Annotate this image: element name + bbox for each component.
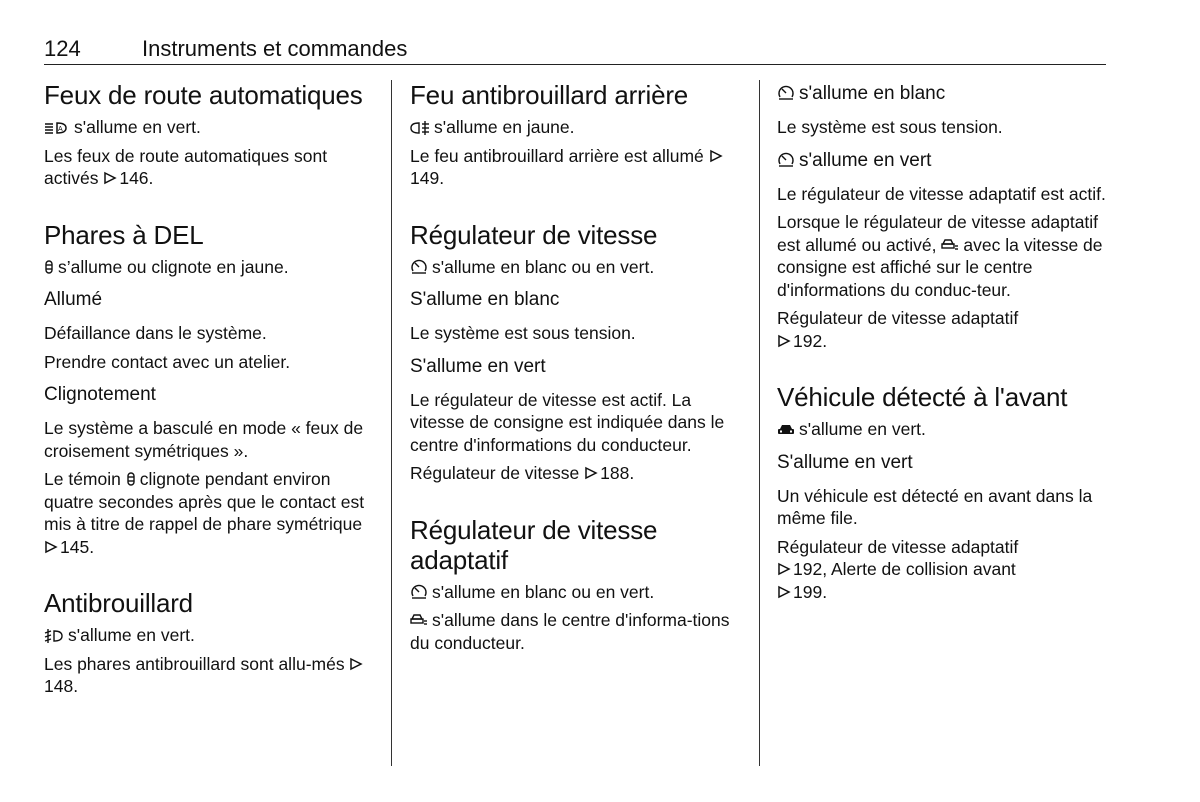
led-headlight-icon [44,259,54,275]
acc-vehicle-icon [410,612,428,628]
paragraph: Le système est sous tension. [777,117,1003,137]
section-title: Feu antibrouillard arrière [410,80,689,110]
subsection-title: s'allume en vert [777,149,1109,173]
paragraph: Le régulateur de vitesse est actif. La vitesse de consigne est indiquée dans le centre d'informations du conducteur. [410,389,725,455]
paragraph: s'allume en vert. [777,418,1109,441]
paragraph: Les feux de route automatiques sont activés 146. [44,145,328,188]
paragraph: Prendre contact avec un atelier. [44,351,291,372]
subsection-title: S'allume en blanc [410,289,560,310]
subsection-title: s'allume en blanc [777,82,1109,106]
subsection-title: Clignotement [44,384,156,405]
svg-text:A: A [58,126,63,133]
section-title: Régulateur de vitesse [410,219,658,250]
paragraph: s'allume en blanc ou en vert. [410,581,742,604]
paragraph: Défaillance dans le système. [44,323,267,343]
section-title: Phares à DEL [44,219,204,250]
page-reference-arrow-icon [349,657,363,671]
auto-high-beam-icon [44,121,70,135]
page-reference-arrow-icon [44,540,58,554]
paragraph: Régulateur de vitesse 188. [410,463,635,483]
acc-vehicle-icon [941,237,959,253]
paragraph: Régulateur de vitesse adaptatif 192. [777,308,1019,351]
section-title: Véhicule détecté à l'avant [777,382,1068,412]
paragraph: s'allume en blanc ou en vert. [410,256,742,279]
paragraph: s'allume en jaune. [410,116,742,139]
column-divider [759,80,760,766]
led-headlight-icon [126,471,136,487]
section-title: Antibrouillard [44,588,193,618]
page-reference-arrow-icon [709,149,723,163]
front-fog-light-icon [44,629,64,643]
subsection-title: Allumé [44,289,103,310]
paragraph: Le régulateur de vitesse adaptatif est actif. [777,183,1106,204]
paragraph: Le système est sous tension. [410,323,636,343]
cruise-control-icon [410,584,428,600]
paragraph: Les phares antibrouillard sont allu-més 148. [44,653,376,698]
rear-fog-light-icon [410,121,430,135]
column-3 [777,80,1109,603]
cruise-control-icon [410,259,428,275]
page-reference-arrow-icon [103,171,117,185]
section-title: Régulateur de vitesse adaptatif [410,514,658,575]
paragraph: Le témoin clignote pendant environ quatre secondes après que le contact est mis à titre de rappel de phare symétrique 145. [44,469,365,557]
paragraph: Lorsque le régulateur de vitesse adaptatif est allumé ou activé, avec la vitesse de consigne est affiché sur le centre d'informations du conduc-teur. [777,212,1103,300]
paragraph: Un véhicule est détecté en avant dans la même file. [777,485,1093,528]
paragraph: s’allume ou clignote en jaune. [44,256,376,279]
column-2 [410,80,742,654]
paragraph: s'allume dans le centre d'informa-tions du conducteur. [410,610,730,653]
column-1 [44,80,376,698]
page-header [44,30,1106,65]
paragraph: Le système a basculé en mode « feux de croisement symétriques ». [44,418,364,461]
column-divider [391,80,392,766]
vehicle-ahead-icon [777,423,795,437]
cruise-control-icon [777,85,795,101]
page-number: 124 [44,36,81,61]
page-reference-arrow-icon [777,562,791,576]
section-title: Feux de route automatiques [44,80,363,110]
chapter-title: Instruments et commandes [142,36,408,61]
cruise-control-icon [777,152,795,168]
subsection-title: S'allume en vert [410,355,546,377]
subsection-title: S'allume en vert [777,451,913,473]
paragraph: Régulateur de vitesse adaptatif 192, Alerte de collision avant 199. [777,536,1019,602]
paragraph: s'allume en vert. [44,624,376,647]
page-reference-arrow-icon [777,334,791,348]
page-reference-arrow-icon [777,585,791,599]
paragraph: Le feu antibrouillard arrière est allumé 149. [410,145,742,190]
paragraph: A s'allume en vert. [44,116,376,139]
page-reference-arrow-icon [584,466,598,480]
